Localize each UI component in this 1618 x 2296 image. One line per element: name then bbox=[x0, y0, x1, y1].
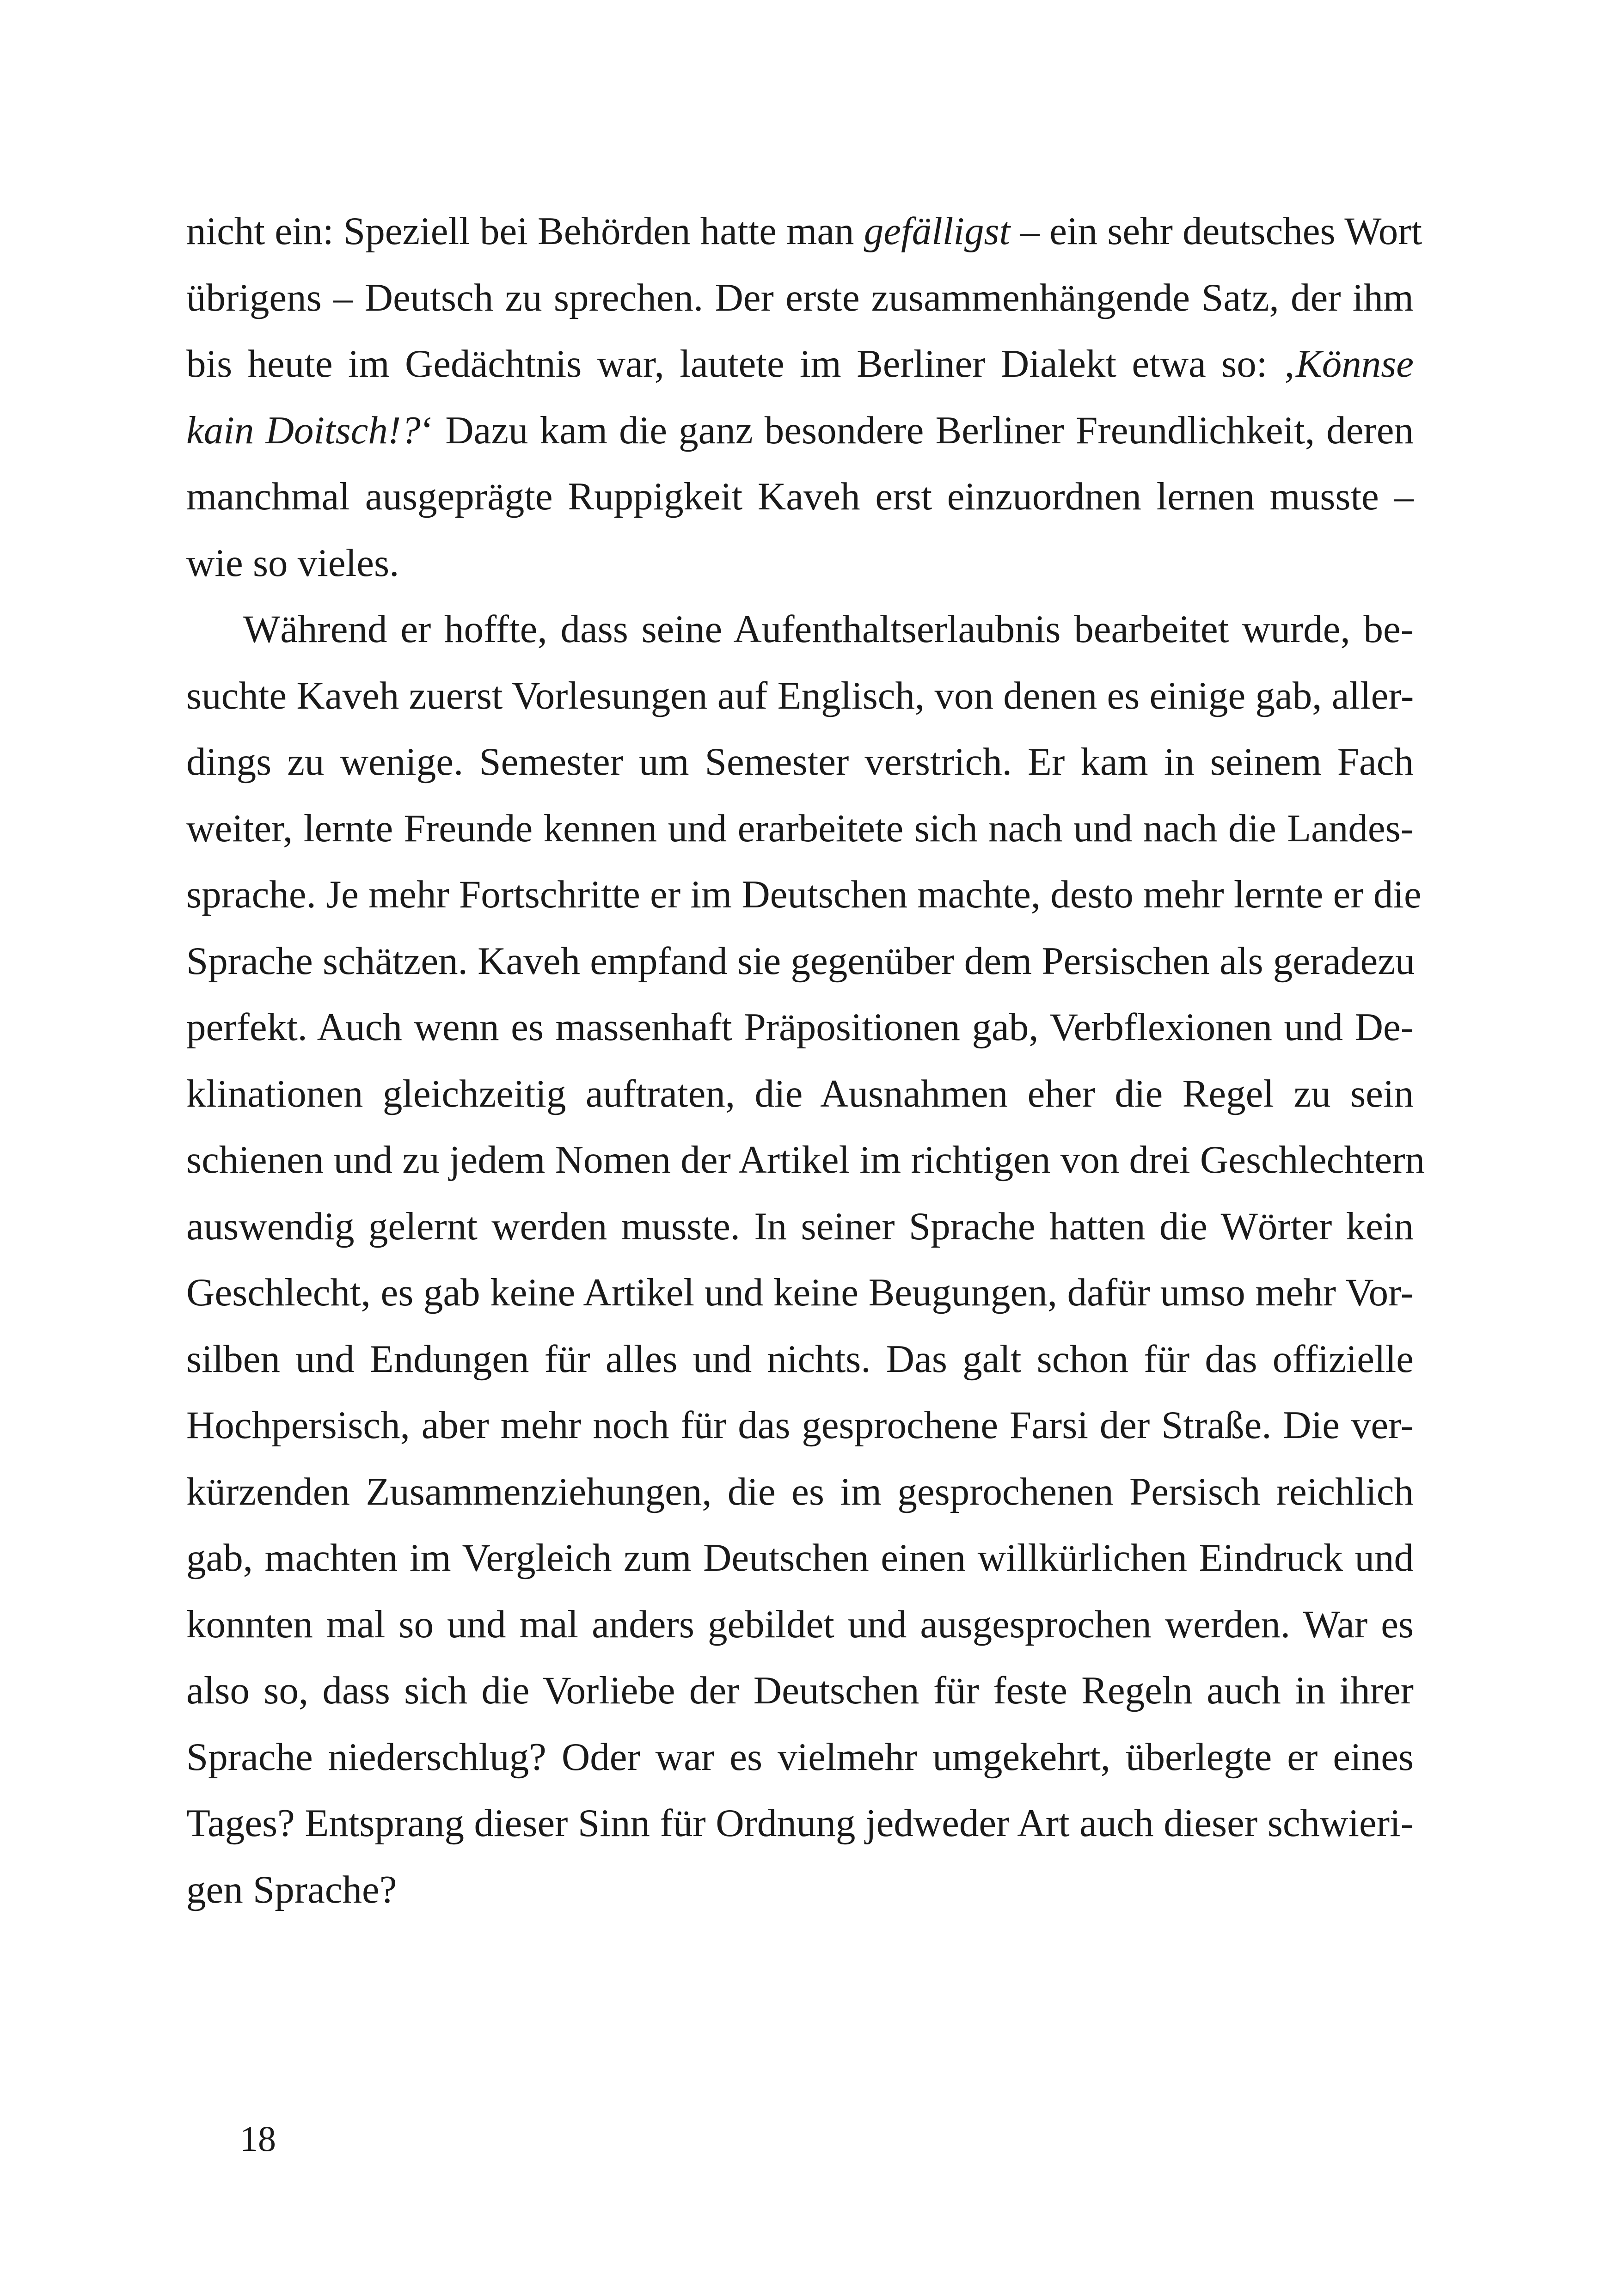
text-line: gen Sprache? bbox=[186, 1867, 397, 1911]
text-line: konnten mal so und mal anders gebildet und ausgesprochen werden. War es bbox=[186, 1602, 1414, 1646]
text-line: perfekt. Auch wenn es massenhaft Präpositionen gab, Verbflexionen und De- bbox=[186, 1005, 1414, 1049]
text-line: wie so vieles. bbox=[186, 541, 399, 585]
text-line: silben und Endungen für alles und nichts. Das galt schon für das offizielle bbox=[186, 1337, 1414, 1381]
text-line: gab, machten im Vergleich zum Deutschen einen willkürlichen Eindruck und bbox=[186, 1536, 1414, 1580]
text-line: kain Doitsch!?‘ Dazu kam die ganz besondere Berliner Freundlichkeit, deren bbox=[186, 408, 1414, 452]
paragraph bbox=[186, 198, 1422, 596]
page-number: 18 bbox=[240, 2118, 276, 2159]
paragraph bbox=[186, 596, 1425, 1923]
text-line: kürzenden Zusammenziehungen, die es im gesprochenen Persisch reichlich bbox=[186, 1469, 1414, 1513]
text-line: auswendig gelernt werden musste. In seiner Sprache hatten die Wörter kein bbox=[186, 1204, 1414, 1248]
text-line: manchmal ausgeprägte Ruppigkeit Kaveh erst einzuordnen lernen musste – bbox=[186, 475, 1414, 518]
text-line: schienen und zu jedem Nomen der Artikel im richtigen von drei Geschlechtern bbox=[186, 1138, 1425, 1182]
text-line: Hochpersisch, aber mehr noch für das gesprochene Farsi der Straße. Die ver- bbox=[186, 1403, 1414, 1447]
italic-text: gefälligst bbox=[864, 209, 1011, 253]
text-line: klinationen gleichzeitig auftraten, die Ausnahmen eher die Regel zu sein bbox=[186, 1071, 1414, 1115]
text-line: nicht ein: Speziell bei Behörden hatte man gefälligst – ein sehr deutsches Wort bbox=[186, 209, 1422, 253]
text-line: übrigens – Deutsch zu sprechen. Der erste zusammenhängende Satz, der ihm bbox=[186, 276, 1414, 319]
text-line: sprache. Je mehr Fortschritte er im Deutschen machte, desto mehr lernte er die bbox=[186, 873, 1422, 916]
text-line: suchte Kaveh zuerst Vorlesungen auf Englisch, von denen es einige gab, aller- bbox=[186, 673, 1414, 717]
italic-text: Könnse bbox=[1296, 342, 1414, 386]
text-line: also so, dass sich die Vorliebe der Deutschen für feste Regeln auch in ihrer bbox=[186, 1669, 1414, 1712]
italic-text: kain Doitsch!? bbox=[186, 408, 421, 452]
text-line: Sprache schätzen. Kaveh empfand sie gegenüber dem Persischen als geradezu bbox=[186, 939, 1415, 983]
text-line: Tages? Entsprang dieser Sinn für Ordnung jedweder Art auch dieser schwieri- bbox=[186, 1801, 1414, 1845]
body-text bbox=[186, 198, 1425, 1923]
text-line: Sprache niederschlug? Oder war es vielmehr umgekehrt, überlegte er eines bbox=[186, 1735, 1414, 1779]
text-line: dings zu wenige. Semester um Semester verstrich. Er kam in seinem Fach bbox=[186, 740, 1414, 784]
text-line: Geschlecht, es gab keine Artikel und keine Beugungen, dafür umso mehr Vor- bbox=[186, 1271, 1414, 1314]
text-line: weiter, lernte Freunde kennen und erarbeitete sich nach und nach die Landes- bbox=[186, 806, 1414, 850]
text-line: bis heute im Gedächtnis war, lautete im Berliner Dialekt etwa so: ‚Könnse bbox=[186, 342, 1414, 386]
text-line: Während er hoffte, dass seine Aufenthaltserlaubnis bearbeitet wurde, be- bbox=[243, 607, 1414, 651]
